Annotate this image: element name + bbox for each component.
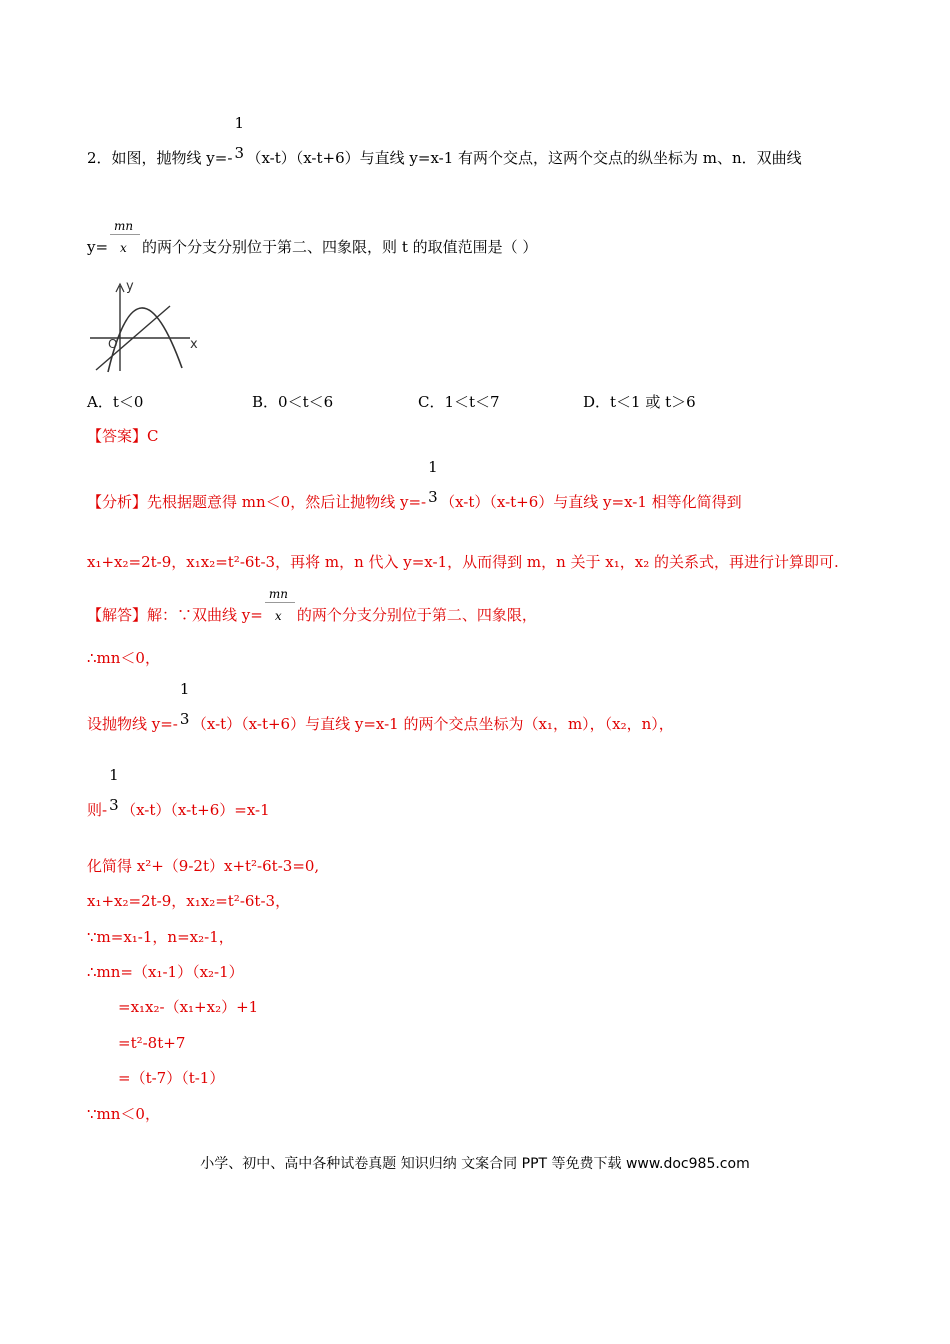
question-line-1 <box>87 114 802 168</box>
answer-tag: 【答案】 <box>87 427 148 445</box>
choice-d: D．t＜1 或 t＞6 <box>583 393 696 411</box>
choice-a: A．t＜0 <box>87 393 144 411</box>
solution-line-2: ∴mn＜0， <box>87 649 160 667</box>
solution-line-12: ∵mn＜0， <box>87 1105 160 1123</box>
fraction-mn-over-x: $\frac{mn}{x}$ <box>108 232 142 252</box>
origin-label: O <box>108 337 118 351</box>
choice-c: C．1＜t＜7 <box>418 393 500 411</box>
solution-line-5: 化简得 x²+（9-2t）x+t²-6t-3=0, <box>87 857 320 875</box>
solution-line-9: =x₁x₂-（x₁+x₂）+1 <box>118 998 259 1016</box>
fraction-one-third: 1 3 <box>428 458 438 506</box>
fraction-one-third: 1 3 <box>109 766 119 814</box>
solution-line-1: 【解答】解：∵双曲线 y= $\frac{mn}{x}$ 的两个分支分别位于第二、四象限， <box>87 587 537 624</box>
analysis-line-2: x₁+x₂=2t-9，x₁x₂=t²-6t-3，再将 m，n 代入 y=x-1，从而得到 m，n 关于 x₁，x₂ 的关系式，再进行计算即可. <box>87 553 839 571</box>
fraction-one-third: 1 3 <box>234 114 244 162</box>
solution-line-11: =（t-7）（t-1） <box>118 1069 225 1087</box>
solution-line-10: =t²-8t+7 <box>118 1034 186 1052</box>
fraction-mn-over-x: $\frac{mn}{x}$ <box>263 600 297 620</box>
solution-line-3: 设抛物线 y=- 1 3 （x-t）（x-t+6）与直线 y=x-1 的两个交点坐标为（x₁，m），（x₂，n）， <box>87 680 674 733</box>
solution-line-7: ∵m=x₁-1，n=x₂-1， <box>87 928 234 946</box>
answer-value: C <box>147 427 159 445</box>
question-text: （x-t）（x-t+6）与直线 y=x-1 有两个交点，这两个交点的纵坐标为 m、n．双曲线 <box>246 149 802 167</box>
solution-line-6: x₁+x₂=2t-9，x₁x₂=t²-6t-3， <box>87 892 291 910</box>
solution-line-8: ∴mn=（x₁-1）（x₂-1） <box>87 963 244 981</box>
fraction-one-third: 1 3 <box>179 680 190 728</box>
page-footer: 小学、初中、高中各种试卷真题 知识归纳 文案合同 PPT 等免费下载 www.doc985.com <box>200 1156 750 1172</box>
analysis-line-1: 【分析】先根据题意得 mn＜0，然后让抛物线 y=- 1 3 （x-t）（x-t+6）与直线 y=x-1 相等化简得到 <box>87 458 742 511</box>
question-text: 2．如图，抛物线 y=- <box>87 149 233 167</box>
answer-line <box>87 426 159 446</box>
y-axis-label: y <box>126 279 134 294</box>
choice-b: B．0＜t＜6 <box>252 393 334 411</box>
question-line-2: y= $\frac{mn}{x}$ 的两个分支分别位于第二、四象限，则 t 的取值范围是（ ） <box>87 219 538 256</box>
solution-tag: 【解答】 <box>87 606 148 624</box>
analysis-tag: 【分析】 <box>87 493 148 511</box>
parabola-graph <box>86 276 206 376</box>
x-axis-label: x <box>190 337 198 352</box>
solution-line-4: 则- 1 3 （x-t）（x-t+6）=x-1 <box>87 766 270 819</box>
